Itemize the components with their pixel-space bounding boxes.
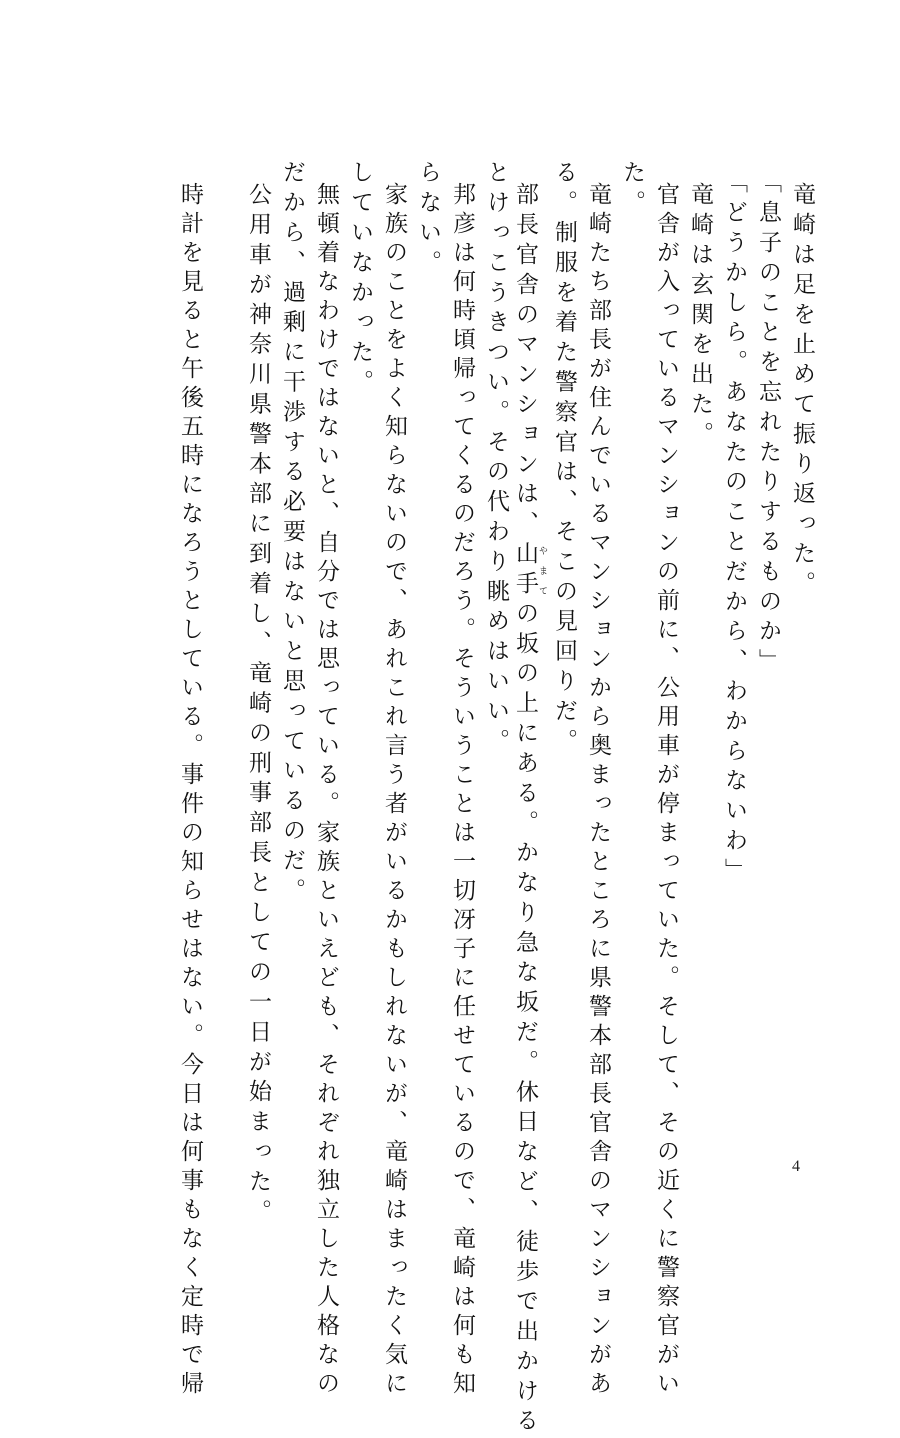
text-line-2: 「息子のことを忘れたりするものか」 — [755, 170, 781, 679]
text-line-8: る。制服を着た警察官は、そこの見回りだ。 — [551, 160, 577, 758]
text-line-14: していなかった。 — [347, 160, 373, 400]
line-9-part-1: 部長官舎のマンションは、 — [512, 182, 538, 541]
text-line-12: らない。 — [415, 160, 441, 280]
text-line-3: 「どうかしら。あなたのことだから、わからないわ」 — [721, 170, 747, 888]
text-line-5: 官舎が入っているマンションの前に、公用車が停まっていた。そして、その近くに警察官がい — [653, 182, 679, 1400]
text-line-17: 公用車が神奈川県警本部に到着し、竜崎の刑事部長としての一日が始まった。 — [245, 182, 271, 1229]
page-number: 4 — [792, 1158, 800, 1175]
text-line-6: た。 — [619, 160, 645, 220]
ruby-yamate: 山手 やまて — [512, 540, 547, 601]
text-line-15: 無頓着なわけではないと、自分では思っている。家族といえども、それぞれ独立した人格なの — [313, 182, 339, 1400]
text-line-11: 邦彦は何時頃帰ってくるのだろう。そういうことは一切冴子に任せているので、竜崎は何も知 — [449, 182, 475, 1400]
text-line-16: だから、過剰に干渉する必要はないと思っているのだ。 — [279, 160, 305, 908]
text-line-4: 竜崎は玄関を出た。 — [687, 182, 713, 452]
text-line-13: 家族のことをよく知らないので、あれこれ言う者がいるかもしれないが、竜崎はまったく気に — [381, 182, 407, 1400]
text-line-1: 竜崎は足を止めて振り返った。 — [789, 182, 815, 601]
line-9-part-2: の坂の上にある。かなり急な坂だ。休日など、徒歩で出かける — [512, 600, 538, 1438]
text-line-10: とけっこうきつい。その代わり眺めはいい。 — [483, 160, 509, 758]
text-line-18: 時計を見ると午後五時になろうとしている。事件の知らせはない。今日は何事もなく定時で帰 — [177, 182, 203, 1400]
text-line-9 — [512, 182, 547, 1438]
text-line-7: 竜崎たち部長が住んでいるマンションから奥まったところに県警本部長官舎のマンションがあ — [585, 182, 611, 1400]
